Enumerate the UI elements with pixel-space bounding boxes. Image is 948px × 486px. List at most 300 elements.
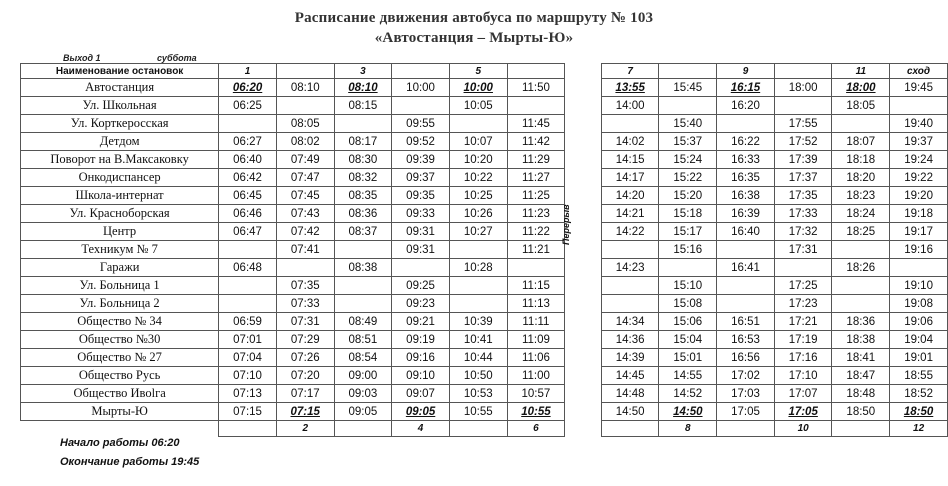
time-cell: 18:05 [832,97,890,115]
time-cell: 06:45 [219,187,277,205]
stop-name: Ул. Красноборская [21,205,219,223]
header-trip-number: 5 [449,64,507,79]
time-cell: 17:52 [774,133,832,151]
time-cell: 17:05 [774,403,832,421]
table-row [21,223,948,241]
time-cell: 10:22 [449,169,507,187]
time-cell [449,241,507,259]
time-cell [449,295,507,313]
time-cell [219,241,277,259]
table-row [21,385,948,403]
header-trip-number [276,64,334,79]
time-cell: 08:37 [334,223,392,241]
time-cell: 16:15 [717,79,775,97]
time-cell [507,259,565,277]
table-row [21,403,948,421]
time-cell: 15:01 [659,349,717,367]
time-cell: 15:40 [659,115,717,133]
time-cell: 10:57 [507,385,565,403]
time-cell: 15:04 [659,331,717,349]
header-trip-number [507,64,565,79]
time-cell: 06:59 [219,313,277,331]
table-row [21,295,948,313]
time-cell: 14:02 [601,133,659,151]
header-trip-number [392,64,450,79]
time-cell [334,295,392,313]
time-cell [601,241,659,259]
header-row [21,64,948,79]
time-cell: 13:55 [601,79,659,97]
time-cell: 09:05 [392,403,450,421]
time-cell [832,295,890,313]
time-cell: 09:19 [392,331,450,349]
stop-name: Общество Ивоlга [21,385,219,403]
time-cell: 10:55 [507,403,565,421]
time-cell: 17:10 [774,367,832,385]
time-cell: 06:48 [219,259,277,277]
time-cell: 14:34 [601,313,659,331]
time-cell: 08:02 [276,133,334,151]
time-cell: 18:47 [832,367,890,385]
time-cell: 08:10 [334,79,392,97]
footer-trip-number: 2 [276,421,334,437]
stop-name: Ул. Больница 1 [21,277,219,295]
time-cell [717,115,775,133]
time-cell: 18:50 [832,403,890,421]
time-cell: 18:55 [890,367,948,385]
time-cell: 07:43 [276,205,334,223]
header-trip-number: 9 [717,64,775,79]
break-column-cell [565,151,602,169]
time-cell: 11:09 [507,331,565,349]
time-cell: 10:55 [449,403,507,421]
time-cell: 17:07 [774,385,832,403]
footer-trip-number [449,421,507,437]
time-cell: 18:18 [832,151,890,169]
time-cell [832,115,890,133]
time-cell: 17:31 [774,241,832,259]
time-cell: 18:07 [832,133,890,151]
time-cell: 18:50 [890,403,948,421]
time-cell: 16:39 [717,205,775,223]
time-cell: 14:55 [659,367,717,385]
time-cell: 17:03 [717,385,775,403]
table-row [21,367,948,385]
time-cell: 08:38 [334,259,392,277]
time-cell: 16:56 [717,349,775,367]
footer-trip-number: 6 [507,421,565,437]
schedule-title: Расписание движения автобуса по маршруту № 103 [294,10,654,26]
table-row [21,205,948,223]
time-cell [601,295,659,313]
time-cell [890,259,948,277]
time-cell: 16:20 [717,97,775,115]
time-cell: 07:42 [276,223,334,241]
time-cell: 16:40 [717,223,775,241]
time-cell: 09:55 [392,115,450,133]
time-cell: 15:16 [659,241,717,259]
table-row [21,277,948,295]
time-cell [392,259,450,277]
time-cell: 07:41 [276,241,334,259]
time-cell: 09:16 [392,349,450,367]
time-cell: 18:24 [832,205,890,223]
time-cell [774,97,832,115]
stop-name: Мырты-Ю [21,403,219,421]
table-row [21,133,948,151]
time-cell: 19:37 [890,133,948,151]
exit-label: Выход 1 [63,53,101,63]
time-cell: 10:26 [449,205,507,223]
time-cell: 16:41 [717,259,775,277]
time-cell: 19:40 [890,115,948,133]
time-cell: 16:53 [717,331,775,349]
time-cell: 19:04 [890,331,948,349]
time-cell [507,97,565,115]
time-cell: 11:21 [507,241,565,259]
schedule-table [20,63,948,437]
time-cell: 14:17 [601,169,659,187]
time-cell: 14:15 [601,151,659,169]
header-trip-number [774,64,832,79]
time-cell: 14:50 [601,403,659,421]
time-cell: 07:17 [276,385,334,403]
time-cell: 17:55 [774,115,832,133]
route-title: «Автостанция – Мырты-Ю» [374,30,574,46]
time-cell: 15:08 [659,295,717,313]
time-cell: 09:21 [392,313,450,331]
table-row [21,241,948,259]
time-cell: 08:54 [334,349,392,367]
time-cell: 18:23 [832,187,890,205]
time-cell: 09:33 [392,205,450,223]
table-row [21,169,948,187]
time-cell [334,277,392,295]
time-cell [219,295,277,313]
time-cell: 10:44 [449,349,507,367]
time-cell [219,115,277,133]
time-cell: 08:30 [334,151,392,169]
time-cell: 07:15 [219,403,277,421]
time-cell: 15:37 [659,133,717,151]
time-cell: 08:17 [334,133,392,151]
time-cell: 17:35 [774,187,832,205]
time-cell: 06:27 [219,133,277,151]
time-cell: 07:13 [219,385,277,403]
time-cell: 11:06 [507,349,565,367]
time-cell: 14:45 [601,367,659,385]
start-note: Начало работы 06:20 [60,437,180,449]
break-column-cell [565,64,602,79]
time-cell: 08:05 [276,115,334,133]
time-cell: 06:46 [219,205,277,223]
time-cell: 15:22 [659,169,717,187]
time-cell: 18:26 [832,259,890,277]
time-cell: 07:31 [276,313,334,331]
time-cell: 16:33 [717,151,775,169]
time-cell [717,241,775,259]
time-cell: 17:21 [774,313,832,331]
stop-name: Ул. Больница 2 [21,295,219,313]
time-cell: 09:31 [392,241,450,259]
break-column-cell [565,421,602,437]
time-cell: 19:20 [890,187,948,205]
time-cell: 11:50 [507,79,565,97]
time-cell: 10:27 [449,223,507,241]
time-cell: 10:07 [449,133,507,151]
break-column-cell [565,187,602,205]
break-label: Перерыв [561,204,571,245]
time-cell: 08:10 [276,79,334,97]
time-cell: 09:05 [334,403,392,421]
stop-name: Ул. Корткеросская [21,115,219,133]
time-cell: 14:52 [659,385,717,403]
time-cell: 17:39 [774,151,832,169]
time-cell: 14:00 [601,97,659,115]
time-cell: 14:20 [601,187,659,205]
time-cell: 18:25 [832,223,890,241]
time-cell [832,241,890,259]
time-cell: 16:35 [717,169,775,187]
time-cell: 09:23 [392,295,450,313]
header-trip-number: 11 [832,64,890,79]
time-cell: 16:51 [717,313,775,331]
day-label: суббота [157,53,197,63]
stop-name: Автостанция [21,79,219,97]
time-cell: 17:16 [774,349,832,367]
time-cell: 18:36 [832,313,890,331]
break-column-cell [565,79,602,97]
time-cell [659,97,717,115]
time-cell: 10:41 [449,331,507,349]
header-trip-number: 7 [601,64,659,79]
time-cell [601,277,659,295]
time-cell: 07:01 [219,331,277,349]
time-cell [219,277,277,295]
stop-name: Детдом [21,133,219,151]
time-cell: 18:00 [774,79,832,97]
time-cell: 18:38 [832,331,890,349]
time-cell: 17:32 [774,223,832,241]
time-cell [832,277,890,295]
time-cell: 08:49 [334,313,392,331]
header-trip-number: 3 [334,64,392,79]
time-cell [334,115,392,133]
header-trip-number: 1 [219,64,277,79]
time-cell: 11:27 [507,169,565,187]
stop-name: Общество №30 [21,331,219,349]
time-cell: 19:17 [890,223,948,241]
footer-trip-number: 4 [392,421,450,437]
time-cell: 19:06 [890,313,948,331]
table-row [21,187,948,205]
time-cell: 10:00 [449,79,507,97]
stop-name: Школа-интернат [21,187,219,205]
break-column-cell [565,313,602,331]
time-cell [392,97,450,115]
time-cell: 07:33 [276,295,334,313]
time-cell: 07:35 [276,277,334,295]
table-row [21,313,948,331]
time-cell [334,241,392,259]
time-cell: 08:36 [334,205,392,223]
footer-trip-number: 12 [890,421,948,437]
time-cell: 09:00 [334,367,392,385]
footer-trip-number: 10 [774,421,832,437]
time-cell: 06:20 [219,79,277,97]
break-column-cell [565,331,602,349]
time-cell: 10:53 [449,385,507,403]
time-cell [276,259,334,277]
time-cell: 07:45 [276,187,334,205]
time-cell: 14:21 [601,205,659,223]
footer-blank [21,421,219,437]
time-cell: 15:18 [659,205,717,223]
stop-name: Общество Русь [21,367,219,385]
time-cell: 11:45 [507,115,565,133]
time-cell: 10:05 [449,97,507,115]
stop-name: Техникум № 7 [21,241,219,259]
time-cell [717,277,775,295]
time-cell: 18:20 [832,169,890,187]
time-cell: 18:52 [890,385,948,403]
time-cell: 07:15 [276,403,334,421]
table-row [21,79,948,97]
table-row [21,331,948,349]
time-cell: 17:05 [717,403,775,421]
end-note: Окончание работы 19:45 [60,456,200,468]
time-cell: 17:33 [774,205,832,223]
header-trip-number [659,64,717,79]
time-cell: 11:25 [507,187,565,205]
time-cell: 09:39 [392,151,450,169]
time-cell: 10:00 [392,79,450,97]
time-cell: 08:32 [334,169,392,187]
time-cell: 19:16 [890,241,948,259]
stop-name: Центр [21,223,219,241]
break-column-cell [565,367,602,385]
break-column-cell [565,403,602,421]
time-cell: 07:26 [276,349,334,367]
table-row [21,349,948,367]
time-cell: 17:23 [774,295,832,313]
time-cell: 09:35 [392,187,450,205]
break-column-cell [565,385,602,403]
time-cell: 15:06 [659,313,717,331]
time-cell: 14:48 [601,385,659,403]
table-row [21,151,948,169]
stop-name: Поворот на В.Максаковку [21,151,219,169]
time-cell: 19:10 [890,277,948,295]
time-cell: 11:11 [507,313,565,331]
time-cell: 15:24 [659,151,717,169]
time-cell: 15:10 [659,277,717,295]
time-cell: 09:07 [392,385,450,403]
break-column-cell [565,259,602,277]
break-column-cell [565,277,602,295]
time-cell: 10:28 [449,259,507,277]
time-cell: 11:29 [507,151,565,169]
time-cell: 14:50 [659,403,717,421]
time-cell: 07:49 [276,151,334,169]
time-cell: 09:37 [392,169,450,187]
break-column-cell [565,295,602,313]
footer-trip-number [219,421,277,437]
time-cell: 17:37 [774,169,832,187]
time-cell: 19:01 [890,349,948,367]
time-cell [449,277,507,295]
footer-row [21,421,948,437]
time-cell: 17:19 [774,331,832,349]
break-column-cell [565,349,602,367]
time-cell: 19:24 [890,151,948,169]
break-column-cell [565,169,602,187]
stop-name: Онкодиспансер [21,169,219,187]
time-cell: 09:03 [334,385,392,403]
time-cell: 07:29 [276,331,334,349]
time-cell: 17:25 [774,277,832,295]
footer-trip-number [832,421,890,437]
time-cell: 17:02 [717,367,775,385]
stop-name: Общество № 27 [21,349,219,367]
footer-trip-number [334,421,392,437]
table-row [21,259,948,277]
footer-trip-number [601,421,659,437]
time-cell: 10:50 [449,367,507,385]
time-cell: 19:22 [890,169,948,187]
time-cell: 09:52 [392,133,450,151]
time-cell: 08:51 [334,331,392,349]
time-cell [774,259,832,277]
time-cell: 11:42 [507,133,565,151]
time-cell [659,259,717,277]
time-cell: 07:47 [276,169,334,187]
time-cell: 07:04 [219,349,277,367]
time-cell: 18:48 [832,385,890,403]
time-cell: 08:35 [334,187,392,205]
time-cell [276,97,334,115]
time-cell: 10:25 [449,187,507,205]
time-cell: 15:17 [659,223,717,241]
time-cell: 09:25 [392,277,450,295]
footer-trip-number: 8 [659,421,717,437]
table-row [21,97,948,115]
time-cell: 15:45 [659,79,717,97]
time-cell [449,115,507,133]
time-cell: 16:38 [717,187,775,205]
time-cell: 08:15 [334,97,392,115]
time-cell: 10:20 [449,151,507,169]
time-cell: 06:40 [219,151,277,169]
stop-name: Общество № 34 [21,313,219,331]
time-cell: 14:36 [601,331,659,349]
footer-trip-number [717,421,775,437]
time-cell: 14:22 [601,223,659,241]
time-cell: 11:00 [507,367,565,385]
time-cell [717,295,775,313]
time-cell: 11:22 [507,223,565,241]
time-cell: 07:10 [219,367,277,385]
header-stop-column: Наименование остановок [21,64,219,79]
table-row [21,115,948,133]
header-trip-number: сход [890,64,948,79]
time-cell: 15:20 [659,187,717,205]
break-column-cell [565,97,602,115]
time-cell: 19:08 [890,295,948,313]
time-cell [601,115,659,133]
time-cell: 06:42 [219,169,277,187]
stop-name: Ул. Школьная [21,97,219,115]
